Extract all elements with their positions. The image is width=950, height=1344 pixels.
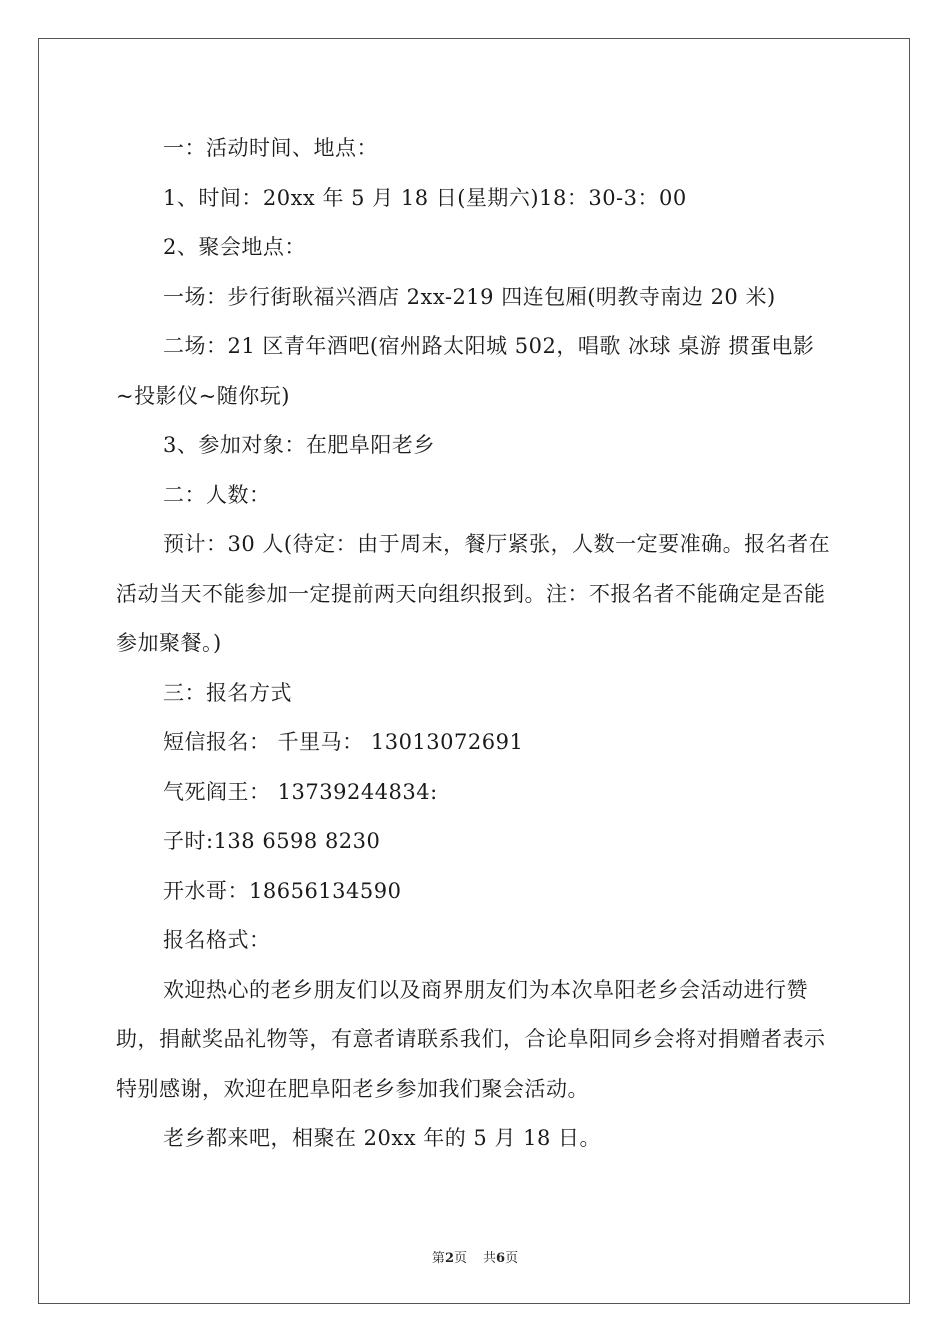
section-heading-registration: 三：报名方式 xyxy=(163,680,292,705)
page-footer xyxy=(0,1247,950,1266)
closing-line: 老乡都来吧，相聚在 20xx 年的 5 月 18 日。 xyxy=(163,1126,602,1150)
headcount-estimate: 预计：30 人(待定：由于周末，餐厅紧张，人数一定要准确。报名者在活动当天不能参加一定提前两天向组织报到。注：不报名者不能确定是否能参加聚餐。) xyxy=(116,532,831,655)
page-prefix: 第 xyxy=(431,1251,445,1266)
contact-sms: 短信报名： 千里马： 13013072691 xyxy=(163,730,524,754)
section-heading-headcount: 二：人数： xyxy=(163,482,271,507)
registration-format: 报名格式： xyxy=(163,928,271,952)
venue-heading: 2、聚会地点： xyxy=(163,235,306,259)
contact-fourth: 开水哥：18656134590 xyxy=(163,878,402,903)
section-heading-time-location: 一：活动时间、地点： xyxy=(163,136,378,160)
sponsorship-note: 欢迎热心的老乡朋友们以及商界朋友们为本次阜阳老乡会活动进行赞助，捐献奖品礼物等，有意者请联系我们，合论阜阳同乡会将对捐赠者表示特别感谢，欢迎在肥阜阳老乡参加我们聚会活动。 xyxy=(116,977,826,1101)
total-prefix: 共 xyxy=(483,1251,497,1266)
venue-second: 二场：21 区青年酒吧(宿州路太阳城 502，唱歌 冰球 桌游 掼蛋电影~投影仪~随你玩) xyxy=(116,334,815,408)
contact-third: 子时:138 6598 8230 xyxy=(163,829,381,853)
event-time: 1、时间：20xx 年 5 月 18 日(星期六)18：30-3：00 xyxy=(163,185,687,210)
contact-second: 气死阎王： 13739244834: xyxy=(163,779,438,804)
venue-first: 一场：步行街耿福兴酒店 2xx-219 四连包厢(明教寺南边 20 米) xyxy=(163,284,776,309)
page-number: 2 xyxy=(444,1251,454,1266)
total-pages: 6 xyxy=(496,1251,506,1266)
participants: 3、参加对象：在肥阜阳老乡 xyxy=(163,433,435,457)
document-body xyxy=(116,124,832,1164)
total-suffix: 页 xyxy=(505,1251,519,1266)
page-suffix: 页 xyxy=(453,1251,467,1266)
